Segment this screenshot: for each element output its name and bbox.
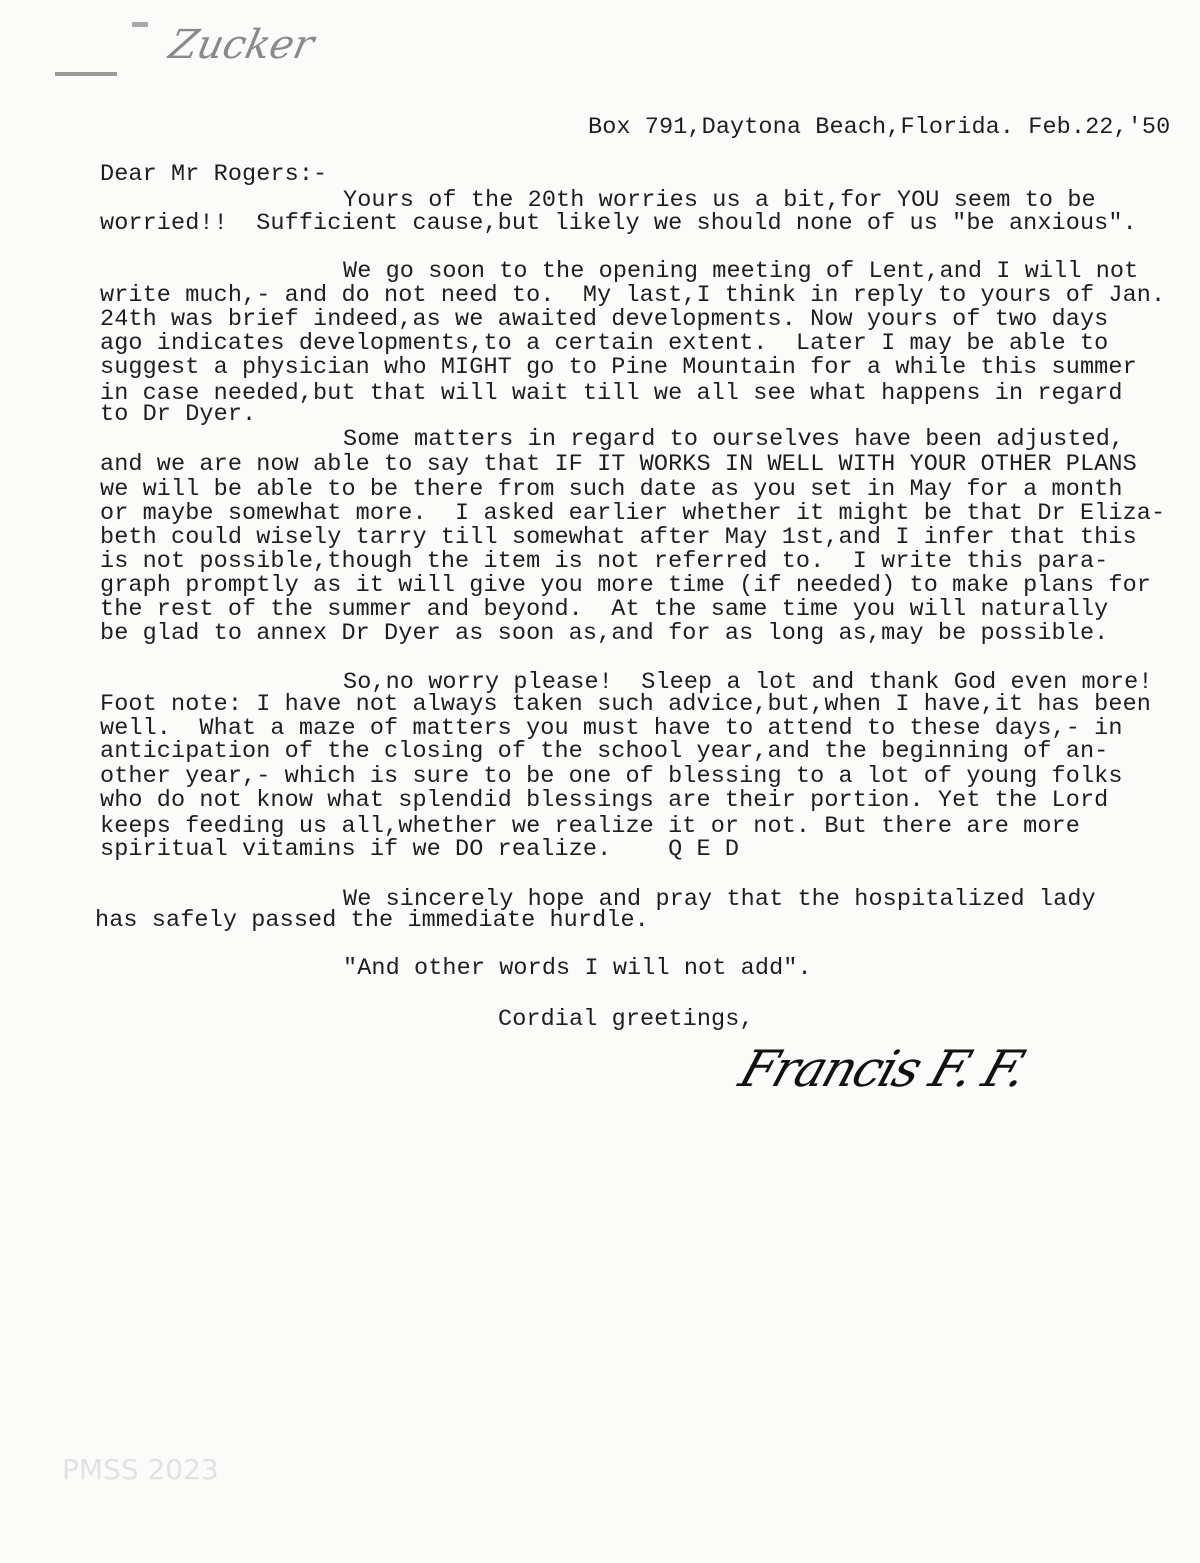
salutation: Dear Mr Rogers:- [100,161,328,188]
letter-line: spiritual vitamins if we DO realize. Q E D [100,836,740,863]
letter-line: is not possible,though the item is not referred to. I write this para- [100,548,1109,575]
letter-line: or maybe somewhat more. I asked earlier whether it might be that Dr Eliza- [100,500,1166,527]
letter-line: graph promptly as it will give you more time (if needed) to make plans for [100,572,1151,599]
letter-line: other year,- which is sure to be one of blessing to a lot of young folks [100,763,1123,790]
letter-line: write much,- and do not need to. My last,I think in reply to yours of Jan. [100,282,1166,309]
letter-line: in case needed,but that will wait till we all see what happens in regard [100,380,1123,407]
letter-line: We go soon to the opening meeting of Lent,and I will not [343,258,1139,285]
letter-line: and we are now able to say that IF IT WORKS IN WELL WITH YOUR OTHER PLANS [100,451,1137,478]
signature: Francis F. F. [732,1040,1034,1098]
letter-line: worried!! Sufficient cause,but likely we should none of us "be anxious". [100,210,1137,237]
pencil-mark [55,72,117,76]
letter-line: well. What a maze of matters you must have to attend to these days,- in [100,715,1123,742]
letter-line: suggest a physician who MIGHT go to Pine Mountain for a while this summer [100,354,1137,381]
letter-line: has safely passed the immediate hurdle. [95,907,649,934]
letter-line: We sincerely hope and pray that the hospitalized lady [343,886,1096,913]
letter-line: who do not know what splendid blessings are their portion. Yet the Lord [100,787,1109,814]
letter-line: Some matters in regard to ourselves have been adjusted, [343,426,1125,453]
watermark: PMSS 2023 [62,1453,219,1486]
handwritten-annotation: Zucker [165,22,318,68]
letter-line: we will be able to be there from such date as you set in May for a month [100,476,1123,503]
letter-line: 24th was brief indeed,as we awaited developments. Now yours of two days [100,306,1109,333]
pencil-mark [132,22,148,27]
closing: Cordial greetings, [498,1006,754,1033]
letter-line: ago indicates developments,to a certain extent. Later I may be able to [100,330,1109,357]
letter-line: Yours of the 20th worries us a bit,for YOU seem to be [343,187,1096,214]
letter-line: be glad to annex Dr Dyer as soon as,and for as long as,may be possible. [100,620,1109,647]
letter-line: beth could wisely tarry till somewhat after May 1st,and I infer that this [100,524,1137,551]
letter-line: So,no worry please! Sleep a lot and thank God even more! [343,669,1153,696]
letter-line: "And other words I will not add". [343,955,812,982]
letter-line: Foot note: I have not always taken such advice,but,when I have,it has been [100,691,1151,718]
letter-line: anticipation of the closing of the school year,and the beginning of an- [100,738,1109,765]
letter-line: the rest of the summer and beyond. At the same time you will naturally [100,596,1109,623]
letter-line: to Dr Dyer. [100,401,257,428]
letter-heading: Box 791,Daytona Beach,Florida. Feb.22,'50 [588,114,1171,141]
letter-line: keeps feeding us all,whether we realize it or not. But there are more [100,813,1080,840]
